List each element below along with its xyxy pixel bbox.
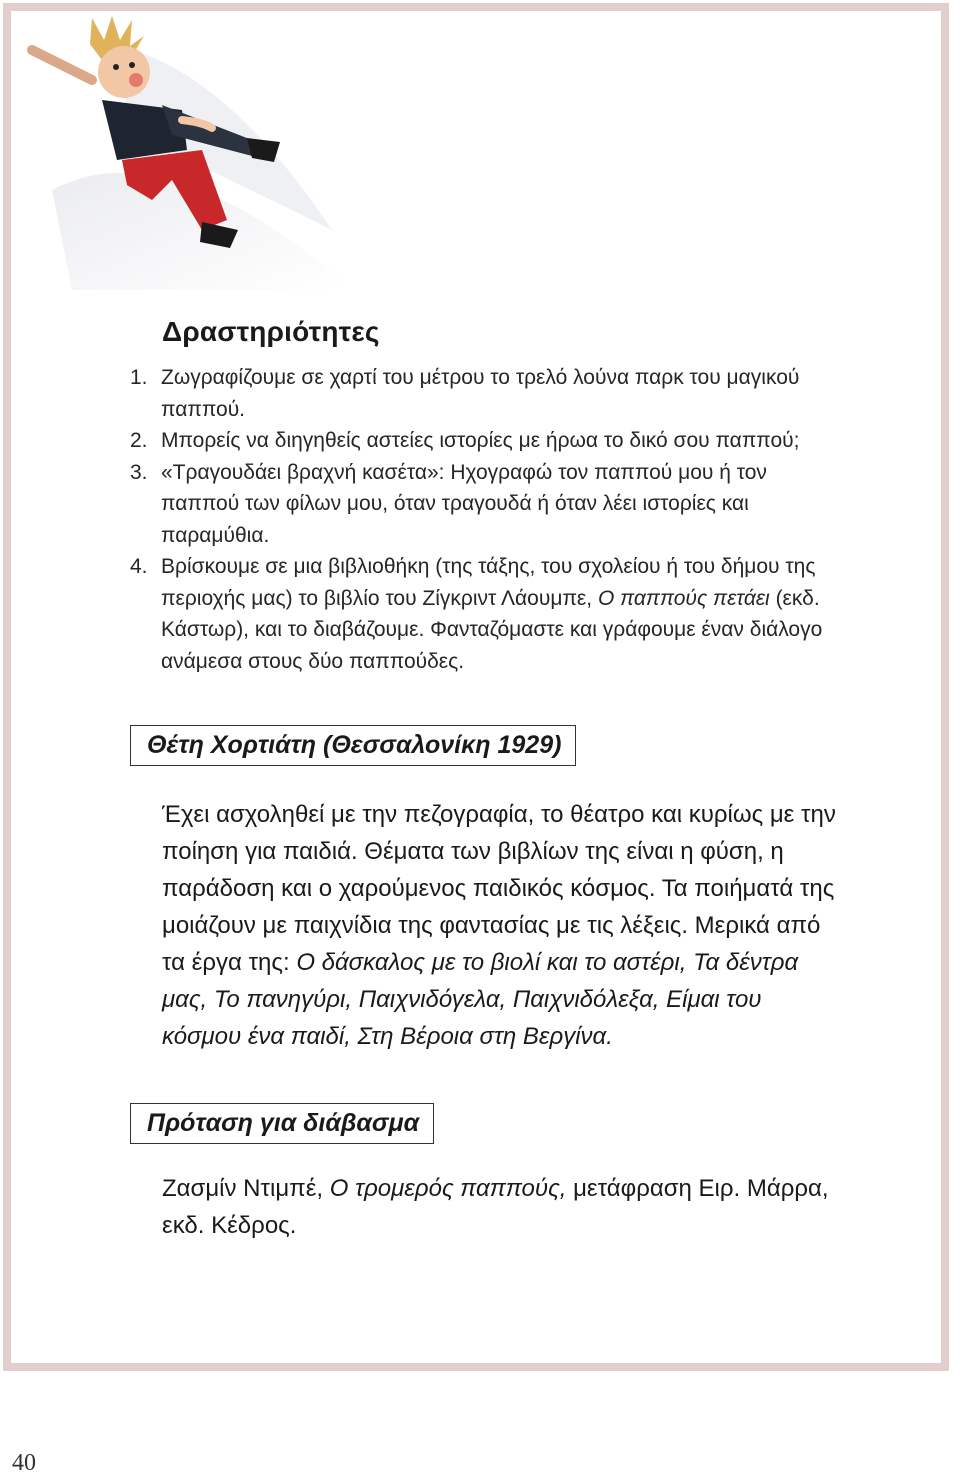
activity-item <box>130 362 840 425</box>
author-bio <box>162 796 840 1055</box>
page-number: 40 <box>12 1450 36 1476</box>
activity-text: «Τραγουδάει βραχνή κασέτα»: Ηχογραφώ τον παππού μου ή τον παππού των φίλων μου, όταν τραγουδά ή όταν λέει ιστορίες και παραμύθια. <box>161 460 767 547</box>
activity-number: 3. <box>130 460 148 484</box>
activity-text-before: Βρίσκουμε σε μια βιβλιοθήκη (της τάξης, του σχολείου ή του δήμου της περιοχής μας) το βιβλίο του Ζίγκριντ Λάουμπε, <box>161 555 816 610</box>
reading-title: Ο τρομερός παππούς, <box>329 1175 567 1202</box>
flying-boy-illustration <box>12 10 342 290</box>
reading-suggestion <box>162 1170 840 1244</box>
activities-list <box>130 362 840 677</box>
activity-text: Μπορείς να διηγηθείς αστείες ιστορίες με ήρωα το δικό σου παππού; <box>161 429 800 452</box>
activity-number: 4. <box>130 555 148 578</box>
author-heading: Θέτη Χορτιάτη (Θεσσαλονίκη 1929) <box>130 725 576 766</box>
activity-text: Ζωγραφίζουμε σε χαρτί του μέτρου το τρελό λούνα παρκ του μαγικού παππού. <box>161 366 800 421</box>
activity-item <box>130 425 840 457</box>
author-works: Ο δάσκαλος με το βιολί και το αστέρι, Τα δέντρα μας, Το πανηγύρι, Παιχνιδόγελα, Παιχνιδόλεξα, Είμαι του κόσμου ένα παιδί, Στη Βέροια στη Βεργίνα. <box>162 949 799 1050</box>
activity-item <box>130 551 840 677</box>
activity-item <box>130 457 840 552</box>
book-title: Ο παππούς πετάει <box>597 586 770 610</box>
activity-number: 1. <box>130 366 148 389</box>
reading-heading: Πρόταση για διάβασμα <box>130 1103 434 1144</box>
activity-number: 2. <box>130 429 148 452</box>
author-bio-text: Έχει ασχοληθεί με την πεζογραφία, το θέατρο και κυρίως με την ποίηση για παιδιά. Θέματα των βιβλίων της είναι η φύση, η παράδοση και ο χαρούμενος παιδικός κόσμος. Τα ποιήματά της μοιάζουν με παιχνίδια της φαντασίας με τις λέξεις. Μερικά από τα έργα της: <box>162 801 836 976</box>
reading-author: Ζασμίν Ντιμπέ, <box>162 1175 330 1202</box>
activities-title: Δραστηριότητες <box>162 316 380 347</box>
activity-text-after: (εκδ. Κάστωρ), και το διαβάζουμε. Φανταζόμαστε και γράφουμε έναν διάλογο ανάμεσα στους δύο παππούδες. <box>161 586 823 673</box>
reading-details: μετάφραση Ειρ. Μάρρα, εκδ. Κέδρος. <box>162 1175 829 1239</box>
page-content <box>130 316 840 1244</box>
